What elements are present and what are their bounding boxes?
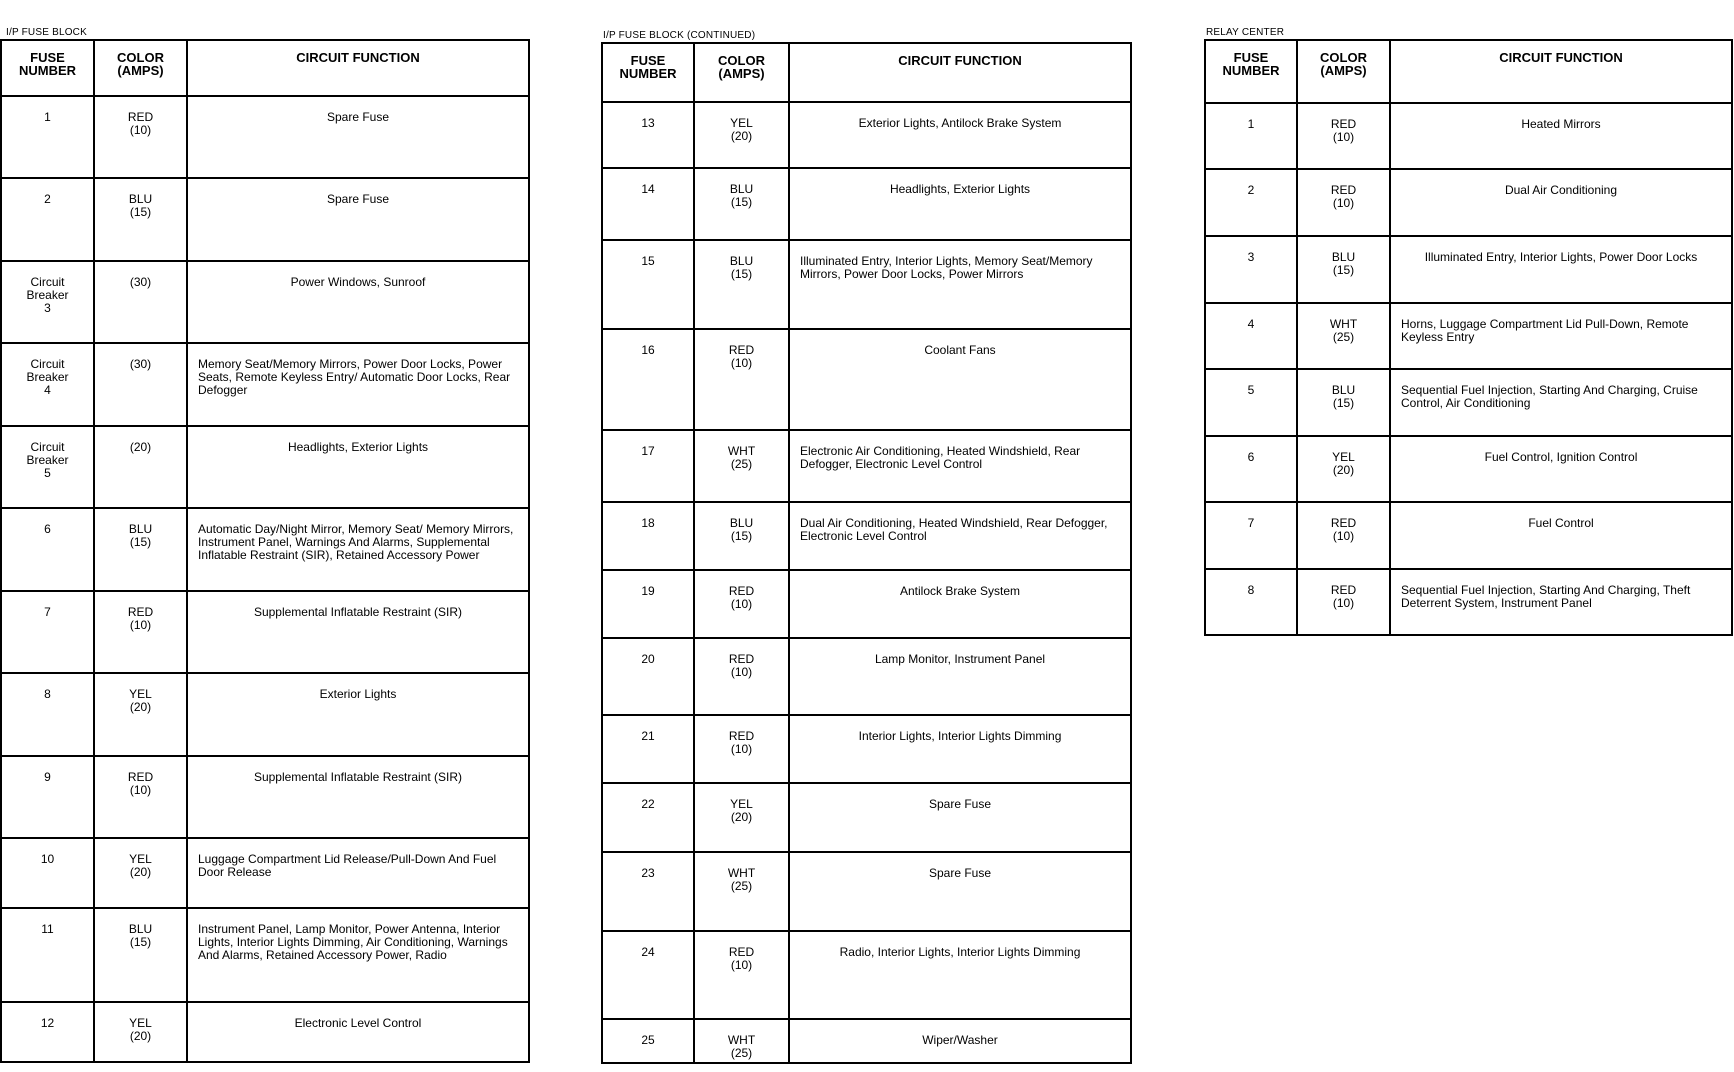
relay-table (1204, 39, 1733, 636)
fuse-number: 25 (641, 1033, 655, 1047)
color-amps-cell (694, 102, 789, 168)
fuse-amps: (15) (730, 195, 753, 209)
fuse-amps: (10) (1332, 596, 1355, 610)
circuit-function-cell (187, 178, 529, 261)
circuit-function: Antilock Brake System (899, 584, 1021, 598)
circuit-function-cell (1390, 369, 1732, 436)
fuse-color: RED (1330, 516, 1357, 530)
color-amps-header: COLOR (AMPS) (1297, 40, 1390, 103)
table-row (602, 931, 1131, 1019)
circuit-function-cell (789, 570, 1131, 638)
fuse-number: 9 (44, 770, 51, 784)
fuse-color: BLU (128, 522, 153, 536)
fuse-number-cell (1205, 103, 1297, 169)
header-row (1205, 40, 1732, 103)
color-amps-cell (94, 756, 187, 838)
fuse-color: RED (1330, 183, 1357, 197)
table-row (602, 783, 1131, 852)
circuit-function-header: CIRCUIT FUNCTION (187, 40, 529, 96)
fuse-number: 13 (641, 116, 655, 130)
circuit-function: Fuel Control, Ignition Control (1484, 450, 1638, 464)
circuit-function: Power Windows, Sunroof (290, 275, 426, 289)
table-body (1205, 103, 1732, 635)
fuse-number-cell (1, 508, 94, 591)
fuse-color: RED (728, 945, 755, 959)
color-amps-cell (1297, 169, 1390, 236)
fuse-number-cell (602, 715, 694, 783)
fuse-number-cell (1, 673, 94, 756)
fuse-amps: (10) (129, 618, 152, 632)
circuit-function: Supplemental Inflatable Restraint (SIR) (253, 770, 463, 784)
fuse-amps: (10) (1332, 130, 1355, 144)
color-amps-cell (94, 261, 187, 343)
fuse-amps: (20) (129, 1029, 152, 1043)
fuse-amps: (15) (1332, 396, 1355, 410)
fuse-number-cell (602, 102, 694, 168)
fuse-number: 1 (44, 110, 51, 124)
fuse-color: YEL (129, 1016, 152, 1030)
fuse-number-cell (1, 1002, 94, 1062)
fuse-number: Circuit Breaker 4 (26, 357, 69, 397)
fuse-number-cell (1, 908, 94, 1002)
color-amps-cell (694, 638, 789, 715)
fuse-number-cell (1205, 369, 1297, 436)
table-row (602, 240, 1131, 329)
fuse-amps: (10) (129, 123, 152, 137)
circuit-function: Wiper/Washer (922, 1033, 998, 1047)
table-caption: I/P FUSE BLOCK (6, 27, 87, 38)
circuit-function: Electronic Level Control (294, 1016, 422, 1030)
fuse-color: RED (728, 343, 755, 357)
fuse-number: 2 (44, 192, 51, 206)
fuse-amps: (15) (129, 205, 152, 219)
circuit-function: Lamp Monitor, Instrument Panel (874, 652, 1046, 666)
table-row (1, 838, 529, 908)
fuse-color: RED (127, 605, 154, 619)
color-amps-cell (1297, 303, 1390, 369)
fuse-number: 4 (1247, 317, 1255, 331)
color-amps-cell (1297, 103, 1390, 169)
fuse-number: 3 (1247, 250, 1255, 264)
circuit-function-cell (187, 1002, 529, 1062)
circuit-function-cell (187, 343, 529, 426)
fuse-color: BLU (729, 516, 754, 530)
fuse-number-header: FUSE NUMBER (1205, 40, 1297, 103)
color-amps-cell (1297, 502, 1390, 569)
fuse-number-cell (1205, 569, 1297, 635)
fuse-number-cell (602, 570, 694, 638)
fuse-number-cell (1, 426, 94, 508)
circuit-function: Spare Fuse (326, 110, 390, 124)
circuit-function-cell (789, 240, 1131, 329)
fuse-number-cell (1205, 502, 1297, 569)
color-amps-cell (694, 783, 789, 852)
table-row (1205, 369, 1732, 436)
fuse-amps: (10) (730, 597, 753, 611)
table-row (1205, 303, 1732, 369)
circuit-function-cell (1390, 236, 1732, 303)
color-amps-cell (94, 673, 187, 756)
color-amps-cell (694, 168, 789, 240)
table-row (1, 508, 529, 591)
circuit-function-cell (1390, 103, 1732, 169)
circuit-function: Dual Air Conditioning, Heated Windshield, Rear Defogger, Electronic Level Control (800, 516, 1108, 543)
table-row (1205, 502, 1732, 569)
circuit-function: Exterior Lights, Antilock Brake System (858, 116, 1062, 130)
color-amps-cell (1297, 436, 1390, 502)
table-row (602, 638, 1131, 715)
fuse-color: RED (728, 652, 755, 666)
table-row (602, 502, 1131, 570)
table-row (1, 96, 529, 178)
color-amps-cell (694, 430, 789, 502)
fuse-color: YEL (730, 797, 753, 811)
fuse-number-header: FUSE NUMBER (1, 40, 94, 96)
table-body (1, 96, 529, 1062)
fuse-number-cell (602, 502, 694, 570)
fuse-number: 19 (641, 584, 655, 598)
color-amps-cell (94, 1002, 187, 1062)
circuit-function-cell (1390, 502, 1732, 569)
table-row (1, 756, 529, 838)
table-row (1, 1002, 529, 1062)
circuit-function-cell (1390, 436, 1732, 502)
fuse-amps: (25) (1332, 330, 1355, 344)
fuse-amps: (15) (730, 267, 753, 281)
header-row (602, 43, 1131, 102)
color-amps-cell (694, 852, 789, 931)
fuse-number: 18 (641, 516, 655, 530)
fuse-amps: (20) (730, 129, 753, 143)
fuse-color: WHT (727, 444, 756, 458)
fuse-color: RED (728, 729, 755, 743)
circuit-function-cell (187, 426, 529, 508)
color-amps-cell (1297, 369, 1390, 436)
table-row (1, 178, 529, 261)
fuse-number: 12 (40, 1016, 55, 1030)
fuse-number: 20 (641, 652, 655, 666)
fuse-amps: (10) (730, 742, 753, 756)
color-amps-header: COLOR (AMPS) (694, 43, 789, 102)
circuit-function: Headlights, Exterior Lights (889, 182, 1031, 196)
table-row (1, 591, 529, 673)
fuse-number: 16 (641, 343, 655, 357)
color-amps-header: COLOR (AMPS) (94, 40, 187, 96)
fuse-number: 22 (641, 797, 655, 811)
fuse-number: 23 (641, 866, 655, 880)
circuit-function: Exterior Lights (319, 687, 397, 701)
fuse-number: 24 (641, 945, 655, 959)
fuse-number: 8 (1247, 583, 1255, 597)
color-amps-cell (694, 715, 789, 783)
fuse-number: 14 (641, 182, 655, 196)
fuse-color: RED (127, 110, 154, 124)
fuse-number-cell (1205, 169, 1297, 236)
fuse-number: 5 (1247, 383, 1255, 397)
circuit-function: Memory Seat/Memory Mirrors, Power Door Locks, Power Seats, Remote Keyless Entry/ Automatic Door Locks, Rear Defogger (198, 357, 511, 397)
fuse-amps: (20) (1332, 463, 1355, 477)
circuit-function: Electronic Air Conditioning, Heated Windshield, Rear Defogger, Electronic Level Control (800, 444, 1081, 471)
circuit-function: Instrument Panel, Lamp Monitor, Power Antenna, Interior Lights, Interior Lights Dimming, Air Conditioning, Warnings And Alarms, Retained Accessory Power, Radio (198, 922, 508, 962)
fuse-color: WHT (727, 1033, 756, 1047)
fuse-color: BLU (729, 182, 754, 196)
circuit-function-cell (789, 329, 1131, 430)
circuit-function-cell (789, 783, 1131, 852)
fuse-number-cell (1205, 303, 1297, 369)
circuit-function: Radio, Interior Lights, Interior Lights Dimming (839, 945, 1081, 959)
circuit-function: Supplemental Inflatable Restraint (SIR) (253, 605, 463, 619)
table-row (602, 168, 1131, 240)
fuse-color: YEL (1332, 450, 1355, 464)
table-row (602, 430, 1131, 502)
table-row (1, 343, 529, 426)
circuit-function: Headlights, Exterior Lights (287, 440, 429, 454)
circuit-function: Illuminated Entry, Interior Lights, Memory Seat/Memory Mirrors, Power Door Locks, Power Mirrors (800, 254, 1093, 281)
circuit-function-cell (187, 673, 529, 756)
circuit-function-cell (187, 756, 529, 838)
circuit-function-cell (789, 852, 1131, 931)
fuse-number: 7 (44, 605, 51, 619)
fuse-color: YEL (730, 116, 753, 130)
fuse-number-cell (602, 168, 694, 240)
circuit-function-cell (789, 715, 1131, 783)
table-row (602, 715, 1131, 783)
table-row (1, 261, 529, 343)
fuse-amps: (10) (1332, 529, 1355, 543)
table-row (1205, 569, 1732, 635)
fuse-number-cell (1, 343, 94, 426)
circuit-function: Dual Air Conditioning (1504, 183, 1618, 197)
color-amps-cell (94, 838, 187, 908)
circuit-function-cell (789, 168, 1131, 240)
fuse-number-cell (602, 931, 694, 1019)
ip-fuse-block-continued (601, 30, 1132, 1064)
fuse-number: 15 (641, 254, 655, 268)
fuse-color: BLU (128, 922, 153, 936)
header-row (1, 40, 529, 96)
circuit-function-cell (789, 430, 1131, 502)
fuse-number: 17 (641, 444, 655, 458)
fuse-number-cell (602, 783, 694, 852)
fuse-amps: (30) (129, 357, 152, 371)
circuit-function: Sequential Fuel Injection, Starting And Charging, Cruise Control, Air Conditioning (1401, 383, 1698, 410)
fuse-number: 21 (641, 729, 655, 743)
fuse-color: RED (1330, 583, 1357, 597)
fuse-amps: (15) (730, 529, 753, 543)
fuse-amps: (15) (1332, 263, 1355, 277)
fuse-number-cell (1205, 436, 1297, 502)
fuse-number: Circuit Breaker 3 (26, 275, 69, 315)
fuse-amps: (15) (129, 935, 152, 949)
fuse-color: RED (1330, 117, 1357, 131)
circuit-function: Heated Mirrors (1521, 117, 1601, 131)
color-amps-cell (94, 508, 187, 591)
fuse-amps: (10) (730, 665, 753, 679)
table-body (602, 102, 1131, 1063)
fuse-color: RED (728, 584, 755, 598)
fuse-color: WHT (727, 866, 756, 880)
fuse-number-cell (602, 1019, 694, 1063)
circuit-function-cell (789, 502, 1131, 570)
color-amps-cell (694, 931, 789, 1019)
fuse-number: 8 (44, 687, 51, 701)
circuit-function: Spare Fuse (928, 866, 992, 880)
fuse-number-cell (1, 96, 94, 178)
fuse-color: YEL (129, 852, 152, 866)
color-amps-cell (694, 502, 789, 570)
fuse-amps: (10) (730, 958, 753, 972)
color-amps-cell (694, 240, 789, 329)
circuit-function: Sequential Fuel Injection, Starting And Charging, Theft Deterrent System, Instrument Panel (1401, 583, 1691, 610)
circuit-function-header: CIRCUIT FUNCTION (789, 43, 1131, 102)
circuit-function-cell (789, 102, 1131, 168)
fuse-number-cell (602, 240, 694, 329)
circuit-function-cell (187, 96, 529, 178)
fuse-number-cell (1, 261, 94, 343)
table-row (602, 852, 1131, 931)
color-amps-cell (694, 329, 789, 430)
circuit-function-header: CIRCUIT FUNCTION (1390, 40, 1732, 103)
fuse-amps: (10) (730, 356, 753, 370)
fuse-table (0, 39, 530, 1063)
circuit-function: Illuminated Entry, Interior Lights, Power Door Locks (1424, 250, 1698, 264)
circuit-function: Automatic Day/Night Mirror, Memory Seat/ Memory Mirrors, Instrument Panel, Warnings And Alarms, Supplemental Inflatable Restraint (SIR), Retained Accessory Power (198, 522, 514, 562)
fuse-number-header: FUSE NUMBER (602, 43, 694, 102)
color-amps-cell (94, 426, 187, 508)
table-row (602, 102, 1131, 168)
fuse-number-cell (602, 329, 694, 430)
table-row (1, 426, 529, 508)
fuse-amps: (25) (730, 457, 753, 471)
fuse-number-cell (602, 852, 694, 931)
fuse-amps: (20) (129, 440, 152, 454)
color-amps-cell (694, 570, 789, 638)
fuse-amps: (30) (129, 275, 152, 289)
fuse-number-cell (602, 430, 694, 502)
fuse-amps: (15) (129, 535, 152, 549)
circuit-function: Interior Lights, Interior Lights Dimming (858, 729, 1062, 743)
circuit-function-cell (789, 1019, 1131, 1063)
table-caption: I/P FUSE BLOCK (CONTINUED) (603, 30, 756, 41)
circuit-function-cell (1390, 169, 1732, 236)
color-amps-cell (94, 591, 187, 673)
ip-fuse-block (0, 27, 530, 1063)
fuse-number-cell (1205, 236, 1297, 303)
table-row (1, 673, 529, 756)
fuse-amps: (25) (730, 1046, 753, 1060)
circuit-function-cell (187, 508, 529, 591)
table-row (1205, 236, 1732, 303)
fuse-amps: (10) (1332, 196, 1355, 210)
fuse-amps: (20) (129, 700, 152, 714)
color-amps-cell (94, 343, 187, 426)
table-row (602, 329, 1131, 430)
fuse-number-cell (1, 756, 94, 838)
circuit-function: Luggage Compartment Lid Release/Pull-Down And Fuel Door Release (198, 852, 497, 879)
table-row (1205, 436, 1732, 502)
table-caption: RELAY CENTER (1206, 27, 1285, 38)
fuse-color: BLU (128, 192, 153, 206)
fuse-table (601, 42, 1132, 1064)
fuse-amps: (20) (730, 810, 753, 824)
fuse-number: 10 (40, 852, 55, 866)
fuse-amps: (10) (129, 783, 152, 797)
fuse-color: BLU (1331, 250, 1356, 264)
table-row (602, 570, 1131, 638)
color-amps-cell (94, 178, 187, 261)
circuit-function-cell (187, 838, 529, 908)
circuit-function: Spare Fuse (326, 192, 390, 206)
fuse-amps: (25) (730, 879, 753, 893)
circuit-function-cell (789, 931, 1131, 1019)
circuit-function: Fuel Control (1528, 516, 1594, 530)
circuit-function-cell (1390, 569, 1732, 635)
fuse-color: RED (127, 770, 154, 784)
fuse-number-cell (1, 838, 94, 908)
fuse-amps: (20) (129, 865, 152, 879)
fuse-number: 6 (1247, 450, 1255, 464)
fuse-number: 6 (44, 522, 51, 536)
color-amps-cell (94, 908, 187, 1002)
fuse-number-cell (602, 638, 694, 715)
circuit-function: Coolant Fans (924, 343, 996, 357)
fuse-number-cell (1, 591, 94, 673)
table-row (1205, 169, 1732, 236)
circuit-function-cell (187, 261, 529, 343)
circuit-function-cell (187, 591, 529, 673)
color-amps-cell (1297, 236, 1390, 303)
fuse-number: 2 (1247, 183, 1255, 197)
fuse-number: Circuit Breaker 5 (26, 440, 69, 480)
color-amps-cell (694, 1019, 789, 1063)
table-row (1, 908, 529, 1002)
fuse-color: WHT (1329, 317, 1358, 331)
fuse-number: 1 (1247, 117, 1255, 131)
table-row (602, 1019, 1131, 1063)
fuse-color: BLU (1331, 383, 1356, 397)
fuse-number-cell (1, 178, 94, 261)
circuit-function-cell (187, 908, 529, 1002)
circuit-function-cell (1390, 303, 1732, 369)
color-amps-cell (1297, 569, 1390, 635)
fuse-number: 7 (1247, 516, 1255, 530)
circuit-function-cell (789, 638, 1131, 715)
circuit-function: Horns, Luggage Compartment Lid Pull-Down, Remote Keyless Entry (1401, 317, 1689, 344)
relay-center (1204, 27, 1733, 636)
fuse-color: YEL (129, 687, 152, 701)
table-row (1205, 103, 1732, 169)
fuse-color: BLU (729, 254, 754, 268)
fuse-number: 11 (41, 922, 54, 936)
color-amps-cell (94, 96, 187, 178)
circuit-function: Spare Fuse (928, 797, 992, 811)
